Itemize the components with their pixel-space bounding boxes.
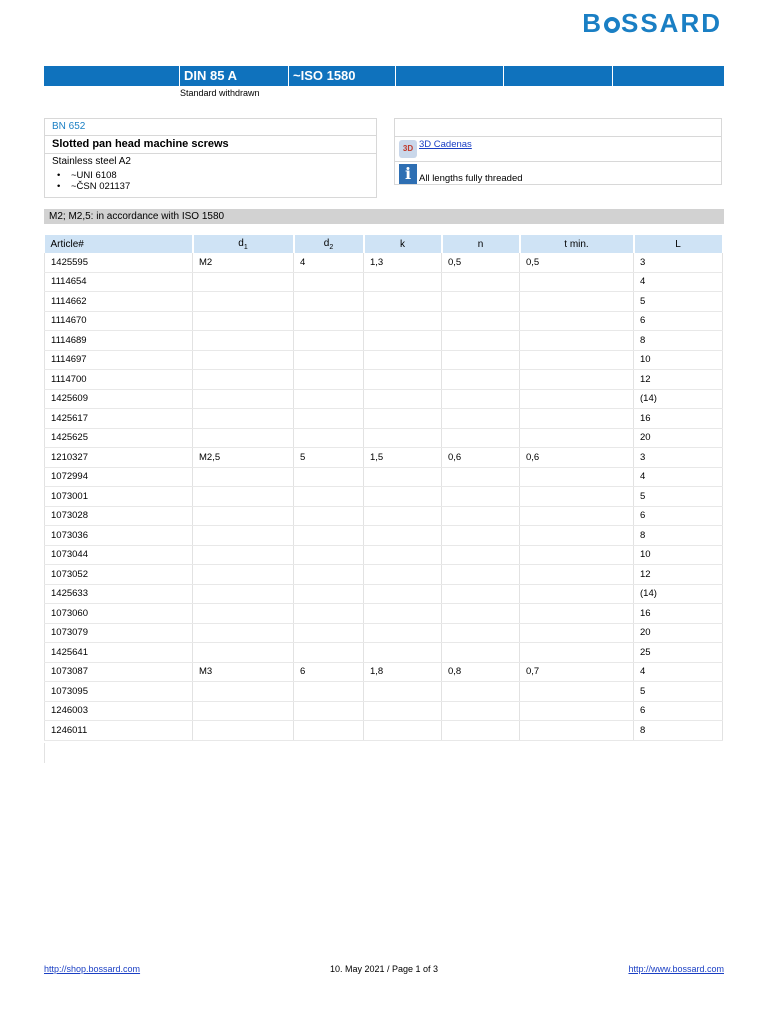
table-cell — [193, 721, 294, 741]
table-cell — [294, 350, 364, 370]
table-cell — [364, 682, 442, 702]
table-cell: 12 — [634, 370, 723, 390]
resources-empty-row — [395, 119, 721, 137]
table-cell: 1073036 — [45, 526, 193, 546]
table-row — [45, 662, 723, 682]
table-row — [45, 701, 723, 721]
standard-header-bar — [44, 66, 724, 86]
table-cell — [193, 526, 294, 546]
table-cell — [193, 506, 294, 526]
table-cell: 5 — [294, 448, 364, 468]
col-header-l: L — [634, 235, 723, 253]
page-info: 10. May 2021 / Page 1 of 3 — [329, 964, 439, 974]
table-row — [45, 370, 723, 390]
table-cell — [520, 623, 634, 643]
header-cell-din: DIN 85 A — [180, 66, 289, 86]
cadenas-row — [395, 137, 721, 162]
table-cell: 10 — [634, 350, 723, 370]
table-cell — [294, 506, 364, 526]
table-cell — [294, 331, 364, 351]
table-cell: 1425609 — [45, 389, 193, 409]
table-cell: 20 — [634, 623, 723, 643]
table-cell — [520, 565, 634, 585]
table-cell: 5 — [634, 682, 723, 702]
table-cell: 0,6 — [442, 448, 520, 468]
table-cell: 1114654 — [45, 272, 193, 292]
header-cell-3 — [396, 66, 504, 86]
table-cell: 1073001 — [45, 487, 193, 507]
table-cell — [294, 389, 364, 409]
col-header-n: n — [442, 235, 520, 253]
table-row — [45, 721, 723, 741]
table-cell — [193, 331, 294, 351]
table-cell: 5 — [634, 487, 723, 507]
table-cell — [364, 584, 442, 604]
header-cell-4 — [504, 66, 613, 86]
table-cell — [364, 292, 442, 312]
table-cell: M2,5 — [193, 448, 294, 468]
table-cell — [520, 604, 634, 624]
col-header-k: k — [364, 235, 442, 253]
table-cell — [294, 604, 364, 624]
table-cell — [442, 350, 520, 370]
table-cell — [193, 311, 294, 331]
table-cell — [520, 292, 634, 312]
table-cell: 3 — [634, 448, 723, 468]
table-cell — [520, 428, 634, 448]
table-cell — [520, 682, 634, 702]
table-cell — [294, 701, 364, 721]
table-cell — [294, 487, 364, 507]
table-cell — [193, 350, 294, 370]
table-cell — [442, 526, 520, 546]
table-cell — [294, 428, 364, 448]
table-cell: 1246011 — [45, 721, 193, 741]
table-cell — [442, 467, 520, 487]
table-cell — [364, 331, 442, 351]
product-title: Slotted pan head machine screws — [45, 136, 376, 154]
table-cell: 6 — [634, 506, 723, 526]
table-row — [45, 623, 723, 643]
table-cell: 1246003 — [45, 701, 193, 721]
table-cell — [193, 487, 294, 507]
table-cell — [442, 565, 520, 585]
table-row — [45, 643, 723, 663]
table-row — [45, 545, 723, 565]
table-cell — [520, 526, 634, 546]
table-cell: 8 — [634, 331, 723, 351]
table-cell — [193, 467, 294, 487]
table-cell: 5 — [634, 292, 723, 312]
table-cell — [193, 623, 294, 643]
table-cell: 1073087 — [45, 662, 193, 682]
table-row — [45, 526, 723, 546]
table-cell — [193, 565, 294, 585]
table-cell: 0,5 — [520, 253, 634, 272]
col-header-d1: $d_1$ — [193, 235, 294, 253]
product-code: BN 652 — [45, 119, 376, 136]
table-cell: 1114700 — [45, 370, 193, 390]
table-cell — [364, 467, 442, 487]
table-cell — [364, 565, 442, 585]
table-cell — [294, 584, 364, 604]
table-cell — [193, 370, 294, 390]
table-cell: 1073052 — [45, 565, 193, 585]
table-cell: 1072994 — [45, 467, 193, 487]
table-cell: 1,5 — [364, 448, 442, 468]
table-cell — [294, 526, 364, 546]
table-row — [45, 487, 723, 507]
table-cell — [442, 623, 520, 643]
table-cell — [364, 272, 442, 292]
table-row — [45, 350, 723, 370]
product-info-box — [44, 118, 377, 198]
table-cell — [193, 272, 294, 292]
table-cell — [442, 428, 520, 448]
table-cell — [294, 565, 364, 585]
table-cell: 0,7 — [520, 662, 634, 682]
table-cell — [442, 643, 520, 663]
table-cell — [294, 272, 364, 292]
table-cell — [294, 311, 364, 331]
table-cell: 1073095 — [45, 682, 193, 702]
table-cell — [193, 292, 294, 312]
table-cell — [442, 584, 520, 604]
table-cell: 1114662 — [45, 292, 193, 312]
table-cell — [520, 506, 634, 526]
table-cell — [193, 409, 294, 429]
info-icon: i — [399, 164, 417, 184]
table-cell — [442, 389, 520, 409]
table-cell: 1425633 — [45, 584, 193, 604]
table-cell: 6 — [634, 701, 723, 721]
table-cell: 4 — [294, 253, 364, 272]
equivalents-list — [45, 170, 376, 192]
bossard-logo: B SSARD — [582, 8, 722, 38]
table-cell: 6 — [634, 311, 723, 331]
table-cell — [294, 370, 364, 390]
table-row — [45, 272, 723, 292]
table-cell: 1073028 — [45, 506, 193, 526]
table-row — [45, 311, 723, 331]
table-cell — [520, 584, 634, 604]
table-cell — [364, 701, 442, 721]
table-cell — [193, 545, 294, 565]
table-cell — [442, 506, 520, 526]
table-cell — [193, 701, 294, 721]
table-cell: 4 — [634, 467, 723, 487]
table-cell — [193, 428, 294, 448]
table-cell: 1,8 — [364, 662, 442, 682]
header-cell-0 — [44, 66, 180, 86]
header-cell-5 — [613, 66, 724, 86]
table-cell: 8 — [634, 526, 723, 546]
table-row — [45, 389, 723, 409]
table-cell: 4 — [634, 662, 723, 682]
website-link[interactable]: http://www.bossard.com — [628, 964, 724, 974]
table-cell: 16 — [634, 409, 723, 429]
col-header-d2: $d_2$ — [294, 235, 364, 253]
threaded-info-row — [395, 162, 721, 186]
table-cell — [364, 604, 442, 624]
table-row — [45, 331, 723, 351]
table-cell — [294, 623, 364, 643]
table-cell — [193, 682, 294, 702]
table-cell — [193, 389, 294, 409]
table-cell: 25 — [634, 643, 723, 663]
table-cell — [442, 370, 520, 390]
table-cell — [294, 643, 364, 663]
table-cell: 1114689 — [45, 331, 193, 351]
table-cell — [442, 331, 520, 351]
table-row — [45, 604, 723, 624]
table-cell — [294, 721, 364, 741]
cad-3d-icon[interactable]: 3D — [399, 140, 417, 158]
table-cell — [294, 682, 364, 702]
table-cell — [442, 487, 520, 507]
table-cell — [294, 545, 364, 565]
table-row — [45, 428, 723, 448]
table-cell — [364, 487, 442, 507]
table-cell — [520, 370, 634, 390]
table-row — [45, 565, 723, 585]
table-cell: 1,3 — [364, 253, 442, 272]
standard-withdrawn-note: Standard withdrawn — [180, 88, 260, 98]
equivalent-item: • ~UNI 6108 — [71, 170, 376, 181]
table-cell — [294, 409, 364, 429]
resources-box — [394, 118, 722, 185]
table-cell — [364, 526, 442, 546]
table-cell: 4 — [634, 272, 723, 292]
table-cell: 1425625 — [45, 428, 193, 448]
table-cell: 1073079 — [45, 623, 193, 643]
table-cell: M3 — [193, 662, 294, 682]
table-cell: 3 — [634, 253, 723, 272]
table-cell: 12 — [634, 565, 723, 585]
table-cell — [442, 545, 520, 565]
equivalent-item: • ~ČSN 021137 — [71, 181, 376, 192]
iso-conformity-note: M2; M2,5: in accordance with ISO 1580 — [44, 209, 724, 224]
table-cell — [520, 487, 634, 507]
table-cell: (14) — [634, 389, 723, 409]
table-cell — [364, 389, 442, 409]
table-row — [45, 584, 723, 604]
table-cell — [520, 643, 634, 663]
table-cell — [442, 292, 520, 312]
table-cell: (14) — [634, 584, 723, 604]
col-header-t-min: t min. — [520, 235, 634, 253]
table-cell — [364, 506, 442, 526]
table-cell: 1210327 — [45, 448, 193, 468]
table-cell — [193, 643, 294, 663]
table-cell — [294, 467, 364, 487]
table-cell: 10 — [634, 545, 723, 565]
table-cell — [364, 409, 442, 429]
article-table — [44, 235, 724, 741]
threaded-note: All lengths fully threaded — [419, 173, 523, 184]
table-cell: 1073060 — [45, 604, 193, 624]
table-cell: 0,8 — [442, 662, 520, 682]
table-cell: 20 — [634, 428, 723, 448]
table-cell — [520, 467, 634, 487]
table-cell — [520, 331, 634, 351]
table-cell — [520, 545, 634, 565]
table-cell: 1425595 — [45, 253, 193, 272]
table-cell: 16 — [634, 604, 723, 624]
table-row — [45, 682, 723, 702]
table-cell — [364, 370, 442, 390]
col-header-article: Article# — [45, 235, 193, 253]
table-cell — [520, 721, 634, 741]
table-cell — [442, 682, 520, 702]
table-tail-line — [44, 743, 45, 763]
table-row — [45, 506, 723, 526]
table-cell — [364, 311, 442, 331]
table-cell — [442, 701, 520, 721]
table-cell — [520, 350, 634, 370]
table-cell: 0,6 — [520, 448, 634, 468]
table-cell: 0,5 — [442, 253, 520, 272]
table-header-row — [45, 235, 723, 253]
table-cell: 8 — [634, 721, 723, 741]
table-cell — [364, 721, 442, 741]
table-row — [45, 467, 723, 487]
table-cell: 1073044 — [45, 545, 193, 565]
table-cell — [364, 428, 442, 448]
table-cell — [520, 272, 634, 292]
table-row — [45, 292, 723, 312]
table-cell — [520, 389, 634, 409]
cadenas-link[interactable]: 3D Cadenas — [419, 139, 472, 150]
table-cell — [364, 623, 442, 643]
table-cell — [364, 350, 442, 370]
table-row — [45, 448, 723, 468]
table-cell: 1114670 — [45, 311, 193, 331]
table-row — [45, 409, 723, 429]
table-cell — [294, 292, 364, 312]
header-cell-iso: ~ISO 1580 — [289, 66, 396, 86]
table-cell — [364, 643, 442, 663]
table-cell — [442, 409, 520, 429]
table-row — [45, 253, 723, 272]
table-cell — [442, 604, 520, 624]
table-cell — [193, 604, 294, 624]
table-cell — [520, 409, 634, 429]
table-cell: 1425617 — [45, 409, 193, 429]
table-cell: 6 — [294, 662, 364, 682]
logo-o-ring — [604, 17, 620, 33]
table-cell — [442, 311, 520, 331]
product-material: Stainless steel A2 — [52, 156, 131, 167]
table-cell — [520, 311, 634, 331]
table-cell — [520, 701, 634, 721]
table-cell — [364, 545, 442, 565]
table-cell: 1425641 — [45, 643, 193, 663]
table-cell — [442, 721, 520, 741]
table-cell — [193, 584, 294, 604]
table-cell: 1114697 — [45, 350, 193, 370]
shop-link[interactable]: http://shop.bossard.com — [44, 964, 141, 974]
table-cell — [442, 272, 520, 292]
table-cell: M2 — [193, 253, 294, 272]
